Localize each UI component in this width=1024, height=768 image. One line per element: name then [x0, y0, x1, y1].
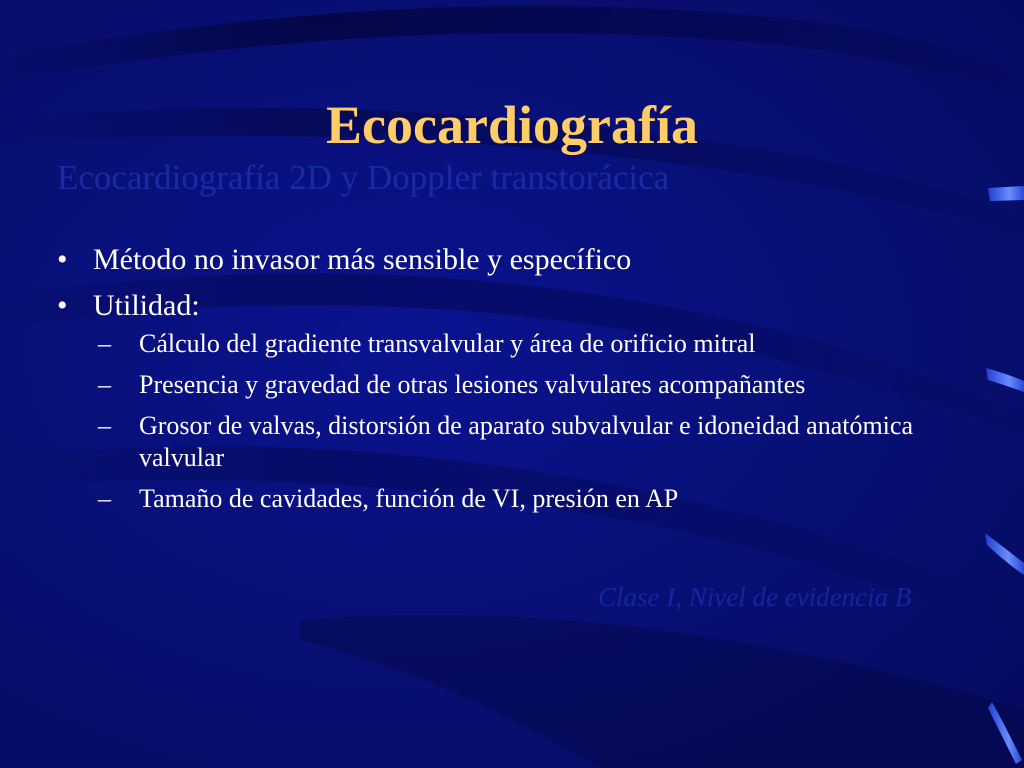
- right-edge-accents: [985, 186, 1024, 764]
- bullet-marker: •: [57, 243, 68, 276]
- sub-bullet-marker: –: [98, 411, 111, 440]
- sub-bullet-text: Presencia y gravedad de otras lesiones valvulares acompañantes: [139, 370, 806, 399]
- sub-bullet-list: [93, 328, 975, 515]
- slide-title: Ecocardiografía: [326, 95, 698, 155]
- bullet-item: [55, 244, 975, 276]
- bullet-list: [55, 244, 975, 529]
- sub-bullet-text: Cálculo del gradiente transvalvular y área de orificio mitral: [139, 329, 756, 358]
- sub-bullet-text: Tamaño de cavidades, función de VI, presión en AP: [139, 484, 679, 513]
- sub-bullet-item: [93, 328, 975, 360]
- sub-bullet-item: [93, 483, 975, 515]
- evidence-footnote: Clase I, Nivel de evidencia B: [598, 582, 912, 612]
- sub-bullet-marker: –: [98, 370, 111, 399]
- bullet-item: [55, 290, 975, 515]
- bullet-text: Utilidad:: [93, 289, 200, 322]
- sub-bullet-item: [93, 369, 975, 401]
- slide-subtitle: Ecocardiografía 2D y Doppler transtorácica: [57, 158, 670, 197]
- sub-bullet-text: Grosor de valvas, distorsión de aparato subvalvular e idoneidad anatómica valvular: [139, 411, 913, 472]
- sub-bullet-marker: –: [98, 329, 111, 358]
- bullet-marker: •: [57, 289, 68, 322]
- sub-bullet-item: [93, 410, 975, 474]
- bullet-text: Método no invasor más sensible y específico: [93, 243, 632, 276]
- sub-bullet-marker: –: [98, 484, 111, 513]
